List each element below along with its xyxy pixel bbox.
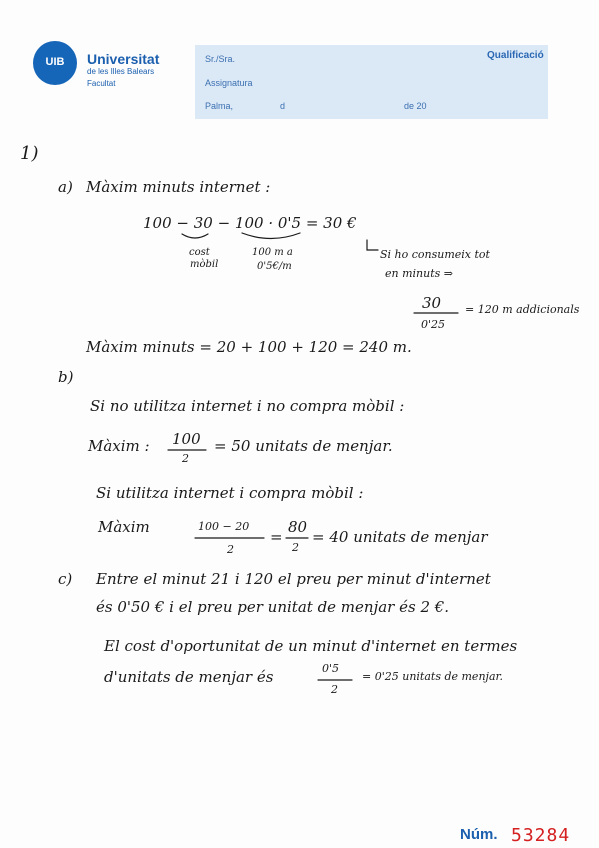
note-line-2: en minuts ⇒ (385, 267, 453, 280)
a-fraction-numerator: 30 (422, 294, 442, 312)
part-a-label: a) (58, 178, 73, 196)
c-line-3: El cost d'oportunitat de un minut d'internet en termes (104, 637, 518, 655)
part-c-label: c) (58, 570, 73, 588)
part-a-title: Màxim minuts internet : (86, 178, 271, 196)
university-subtitle: de les Illes Balears (87, 67, 155, 76)
c-fraction-numerator: 0'5 (322, 662, 340, 675)
b-fraction-3-equals: = (270, 528, 283, 546)
question-number: 1) (20, 143, 39, 164)
c-line-4: d'unitats de menjar és (104, 668, 274, 686)
b-result-2: = 40 unitats de menjar (312, 528, 488, 546)
field-subject: Assignatura (205, 78, 253, 88)
b-result-1: = 50 unitats de menjar. (214, 437, 393, 455)
part-b-label: b) (58, 368, 74, 386)
university-name: Universitat (87, 51, 160, 67)
b-fraction-2-numerator: 100 − 20 (198, 520, 250, 533)
b-fraction-1-numerator: 100 (172, 430, 201, 448)
a-fraction-result: = 120 m addicionals (465, 303, 580, 316)
c-line-2: és 0'50 € i el preu per unitat de menjar és 2 €. (96, 598, 450, 616)
underbrace-cost (182, 234, 208, 238)
sheet-number-value: 53284 (511, 825, 571, 846)
b-fraction-2-denominator: 2 (227, 543, 234, 556)
b-max-2: Màxim (98, 518, 150, 536)
rate-label-1: 100 m a (252, 247, 293, 258)
rate-label-2: 0'5€/m (257, 261, 292, 272)
b-fraction-3-numerator: 80 (288, 518, 308, 536)
c-fraction-denominator: 2 (331, 683, 338, 696)
cost-label-2: mòbil (190, 259, 219, 270)
b-line-1: Si no utilitza internet i no compra mòbil : (90, 397, 405, 415)
field-sr: Sr./Sra. (205, 54, 236, 64)
logo-text: UIB (45, 56, 65, 68)
field-day: d (280, 101, 286, 111)
underbrace-rate (242, 233, 300, 239)
part-a-total: Màxim minuts = 20 + 100 + 120 = 240 m. (86, 338, 412, 356)
part-a-equation: 100 − 30 − 100 · 0'5 = 30 € (143, 214, 357, 232)
c-result: = 0'25 unitats de menjar. (362, 670, 504, 683)
note-arrow (367, 240, 378, 250)
cost-label-1: cost (189, 247, 210, 258)
field-year: de 20 (404, 101, 427, 111)
b-line-2: Si utilitza internet i compra mòbil : (96, 484, 364, 502)
c-line-1: Entre el minut 21 i 120 el preu per minut d'internet (96, 570, 491, 588)
b-fraction-1-denominator: 2 (182, 452, 189, 465)
field-place: Palma, (205, 101, 234, 111)
note-line-1: Si ho consumeix tot (380, 248, 490, 261)
faculty-label: Facultat (87, 79, 116, 88)
b-fraction-3-denominator: 2 (292, 541, 299, 554)
qualification-label: Qualificació (487, 50, 544, 61)
sheet-number-label: Núm. (460, 826, 498, 843)
a-fraction-denominator: 0'25 (421, 318, 446, 331)
b-max-1: Màxim : (88, 437, 150, 455)
